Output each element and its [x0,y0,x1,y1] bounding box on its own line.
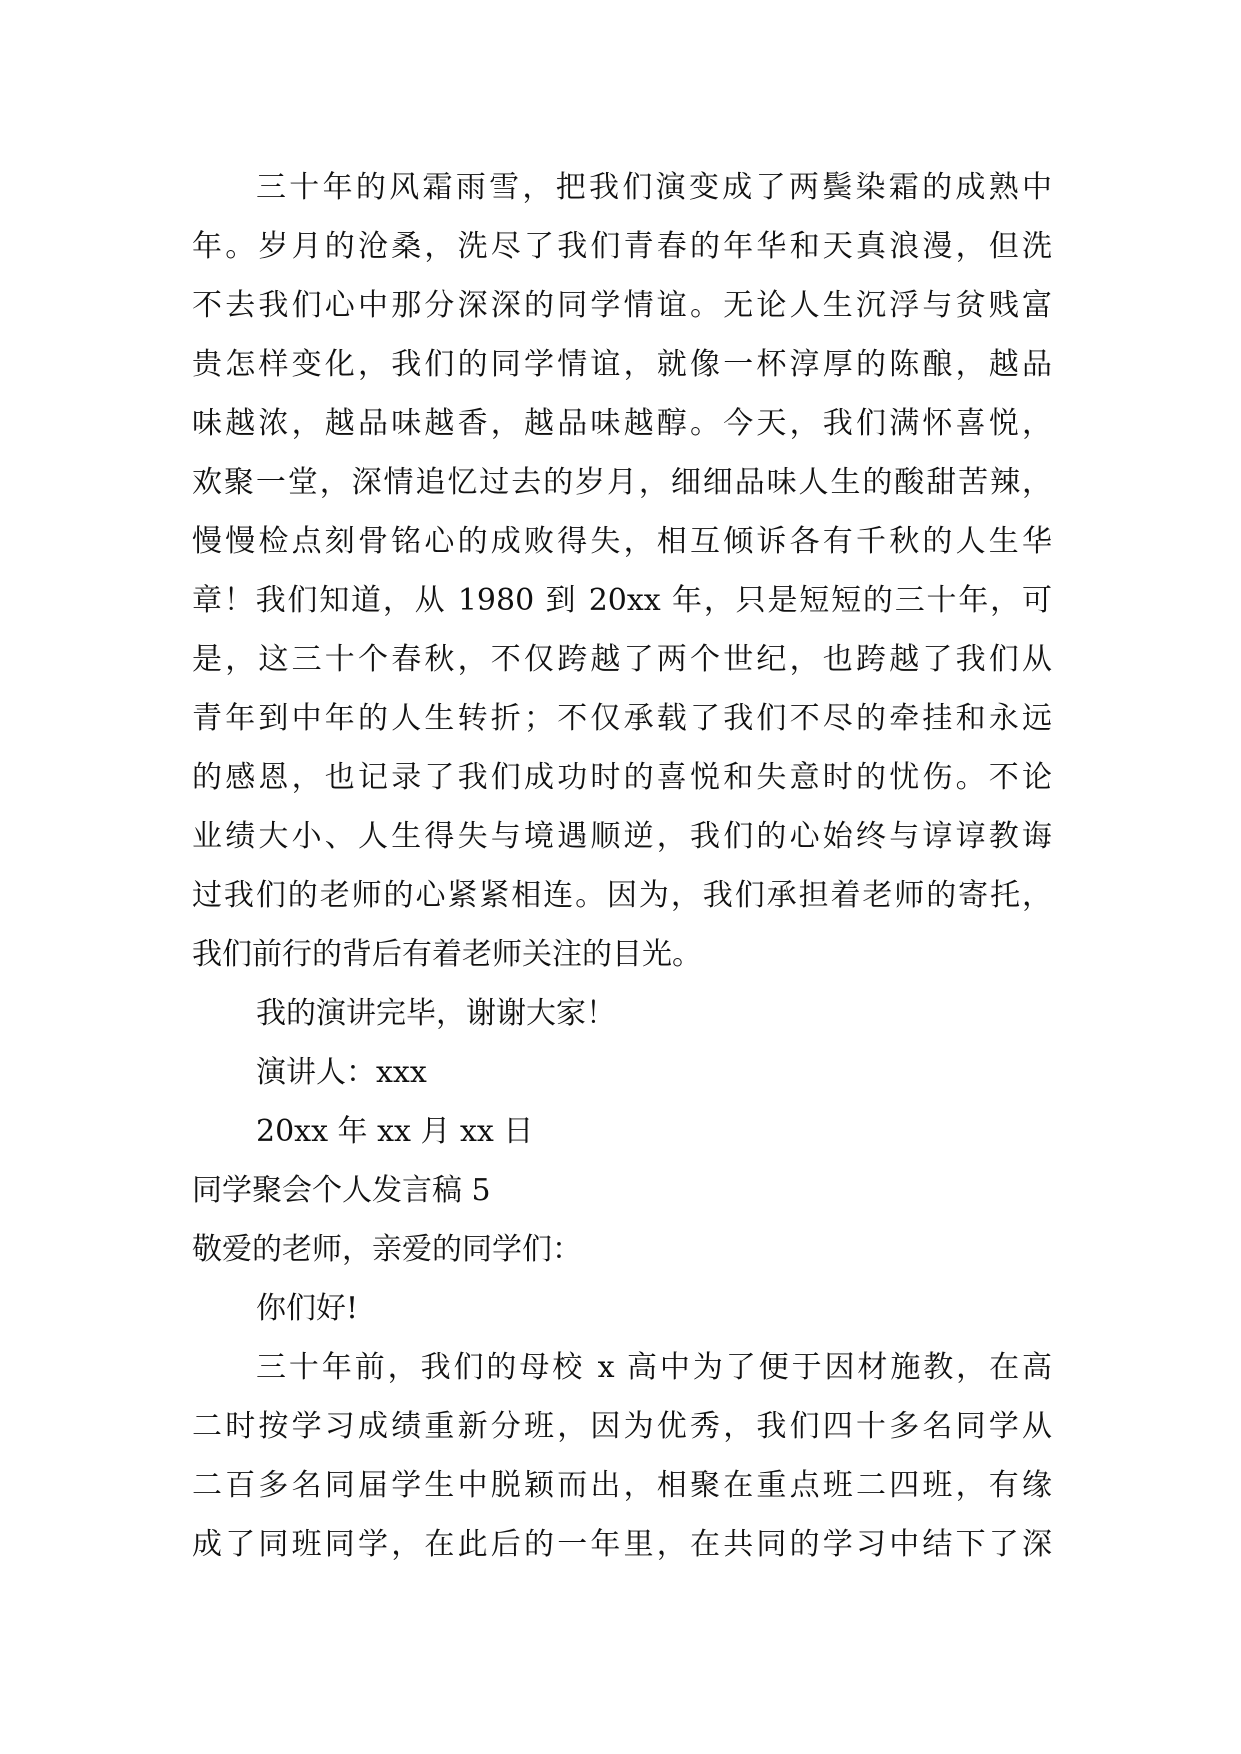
paragraph-line: 章！我们知道，从 1980 到 20xx 年，只是短短的三十年，可 [192,583,1052,618]
paragraph-line: 三十年的风霜雨雪，把我们演变成了两鬓染霜的成熟中 [256,170,1052,205]
greeting: 你们好! [256,1291,359,1326]
section-title: 同学聚会个人发言稿 5 [192,1173,491,1208]
paragraph-line: 我们前行的背后有着老师关注的目光。 [192,937,702,972]
paragraph-line: 贵怎样变化，我们的同学情谊，就像一杯淳厚的陈酿，越品 [192,347,1052,382]
speaker-line: 演讲人：xxx [256,1055,427,1090]
date-line: 20xx 年 xx 月 xx 日 [256,1114,534,1149]
paragraph-line: 三十年前，我们的母校 x 高中为了便于因材施教，在高 [256,1350,1052,1385]
paragraph-line: 是，这三十个春秋，不仅跨越了两个世纪，也跨越了我们从 [192,642,1052,677]
paragraph-class-history [192,1338,1052,1574]
closing-remark: 我的演讲完毕，谢谢大家！ [256,996,616,1031]
paragraph-line: 过我们的老师的心紧紧相连。因为，我们承担着老师的寄托， [192,878,1052,913]
paragraph-line: 二百多名同届学生中脱颖而出，相聚在重点班二四班，有缘 [192,1468,1052,1503]
paragraph-line: 欢聚一堂，深情追忆过去的岁月，细细品味人生的酸甜苦辣， [192,465,1052,500]
paragraph-memories [192,158,1052,984]
paragraph-line: 青年到中年的人生转折；不仅承载了我们不尽的牵挂和永远 [192,701,1052,736]
paragraph-line: 成了同班同学，在此后的一年里，在共同的学习中结下了深 [192,1527,1052,1562]
paragraph-line: 的感恩，也记录了我们成功时的喜悦和失意时的忧伤。不论 [192,760,1052,795]
paragraph-line: 业绩大小、人生得失与境遇顺逆，我们的心始终与谆谆教诲 [192,819,1052,854]
paragraph-line: 慢慢检点刻骨铭心的成败得失，相互倾诉各有千秋的人生华 [192,524,1052,559]
paragraph-line: 年。岁月的沧桑，洗尽了我们青春的年华和天真浪漫，但洗 [192,229,1052,264]
document-body [192,158,1052,1574]
salutation: 敬爱的老师，亲爱的同学们： [192,1232,582,1267]
paragraph-line: 不去我们心中那分深深的同学情谊。无论人生沉浮与贫贱富 [192,288,1052,323]
paragraph-line: 二时按学习成绩重新分班，因为优秀，我们四十多名同学从 [192,1409,1052,1444]
paragraph-line: 味越浓，越品味越香，越品味越醇。今天，我们满怀喜悦， [192,406,1052,441]
